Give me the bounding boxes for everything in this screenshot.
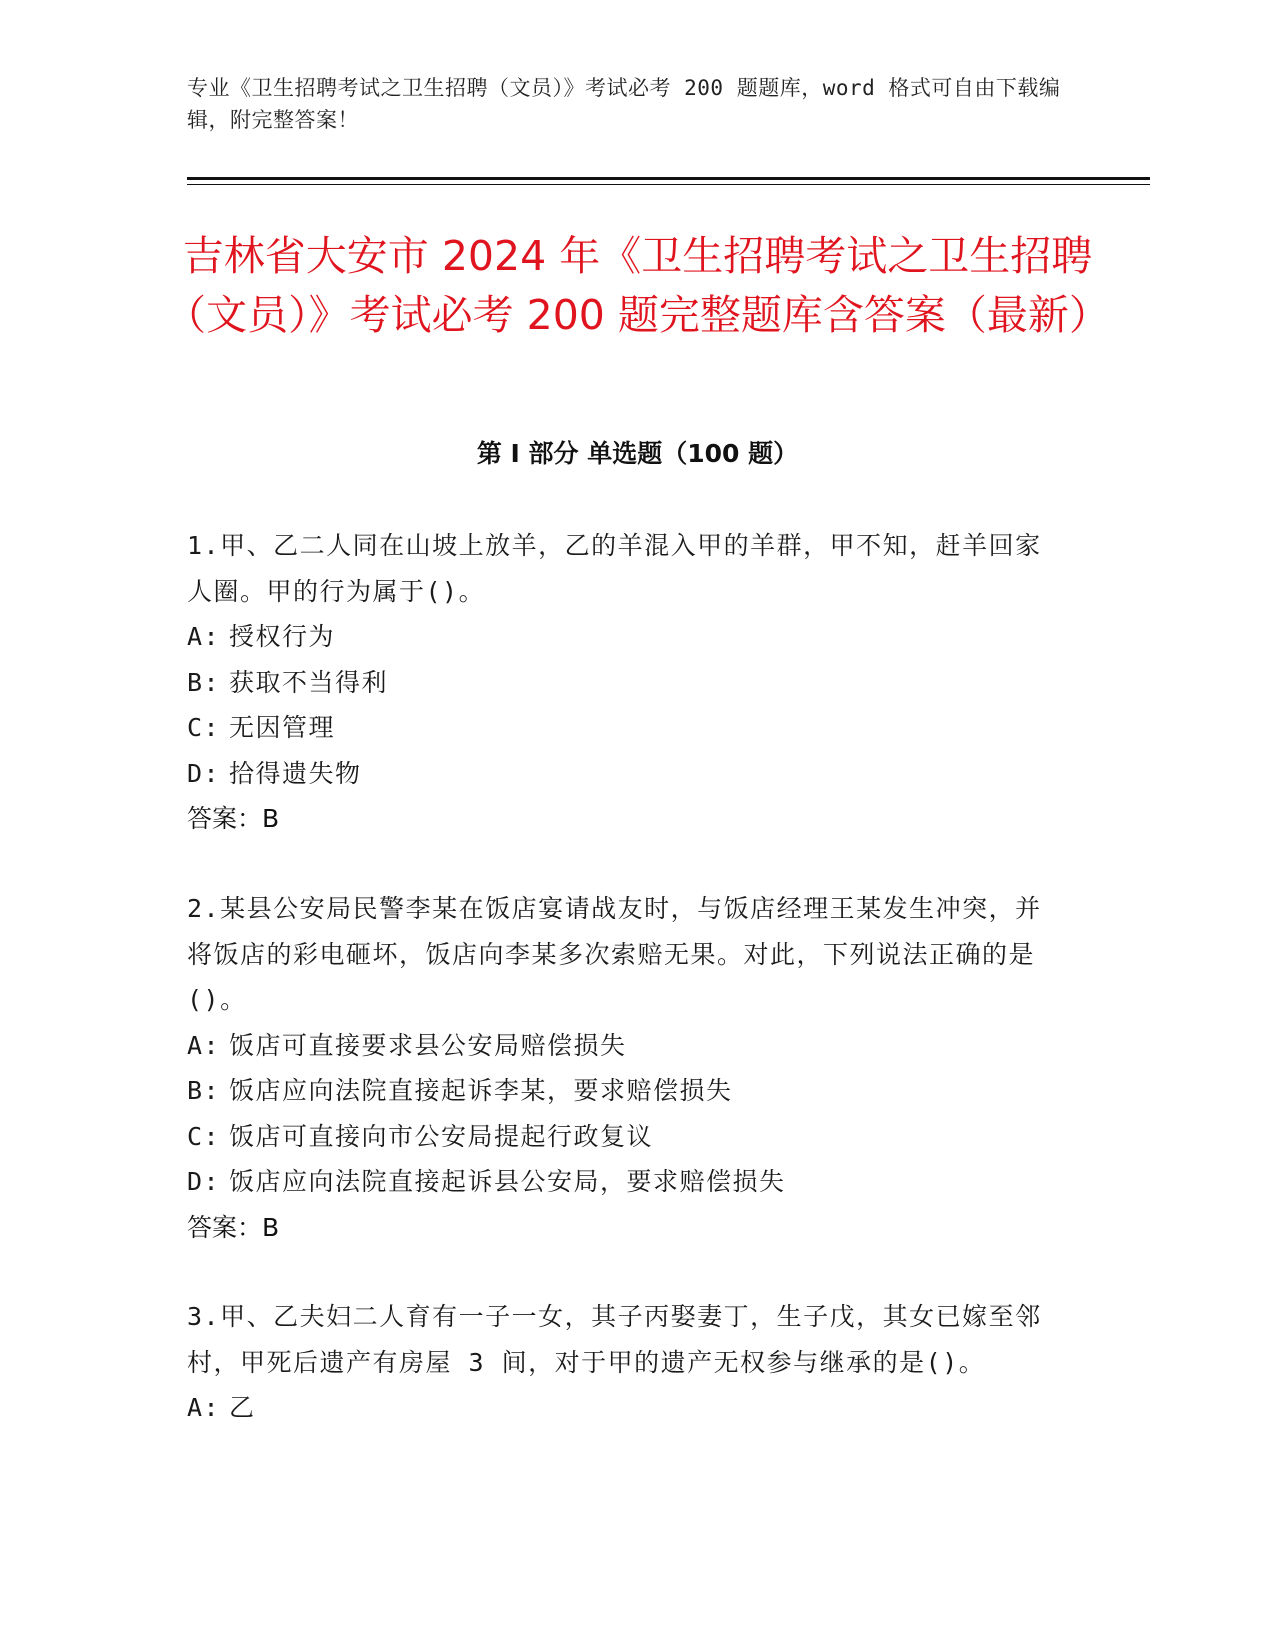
question-block-2 [187,886,1057,1250]
option-c [187,705,1057,751]
option-a [187,614,1057,660]
option-text: 授权行为 [229,622,336,651]
question-stem: 3.甲、乙夫妇二人育有一子一女，其子丙娶妻丁，生子戊，其女已嫁至邻村，甲死后遗产有房屋 3 间，对于甲的遗产无权参与继承的是()。 [187,1302,1042,1377]
option-text: 乙 [229,1393,256,1422]
question-block-1 [187,523,1057,842]
option-text: 无因管理 [229,713,336,742]
document-title: 吉林省大安市 2024 年《卫生招聘考试之卫生招聘（文员）》考试必考 200 题完整题库含答案（最新） [165,232,1110,339]
option-letter: B: [187,667,221,697]
option-b [187,1068,1057,1114]
option-letter: A: [187,1393,221,1422]
option-letter: A: [187,1030,221,1060]
option-letter: C: [187,713,221,742]
header-divider-thin [187,184,1150,185]
option-text: 拾得遗失物 [229,758,362,788]
option-text: 饭店应向法院直接起诉县公安局，要求赔偿损失 [229,1167,786,1196]
option-letter: D: [187,758,221,788]
question-stem: 1.甲、乙二人同在山坡上放羊，乙的羊混入甲的羊群，甲不知，赶羊回家人圈。甲的行为属于()。 [187,531,1042,606]
option-text: 获取不当得利 [229,667,389,697]
option-a [187,1023,1057,1069]
option-text: 饭店可直接要求县公安局赔偿损失 [229,1030,627,1060]
header-note: 专业《卫生招聘考试之卫生招聘（文员）》考试必考 200 题题库，word 格式可自由下载编辑，附完整答案！ [187,76,1061,132]
option-d [187,751,1057,797]
section-heading: 第 I 部分 单选题（100 题） [476,439,799,468]
option-a [187,1385,1057,1431]
question-block-3 [187,1294,1057,1431]
option-c [187,1114,1057,1160]
option-letter: A: [187,622,221,651]
option-letter: C: [187,1121,221,1151]
question-stem: 2.某县公安局民警李某在饭店宴请战友时，与饭店经理王某发生冲突，并将饭店的彩电砸坏，饭店向李某多次索赔无果。对此，下列说法正确的是()。 [187,894,1042,1014]
answer-line: 答案：B [187,804,280,833]
header-divider-thick [187,177,1150,180]
option-text: 饭店应向法院直接起诉李某，要求赔偿损失 [229,1076,733,1105]
option-b [187,660,1057,706]
option-text: 饭店可直接向市公安局提起行政复议 [229,1121,654,1151]
option-letter: D: [187,1167,221,1196]
answer-line: 答案：B [187,1212,280,1242]
option-letter: B: [187,1076,221,1105]
option-d [187,1159,1057,1205]
